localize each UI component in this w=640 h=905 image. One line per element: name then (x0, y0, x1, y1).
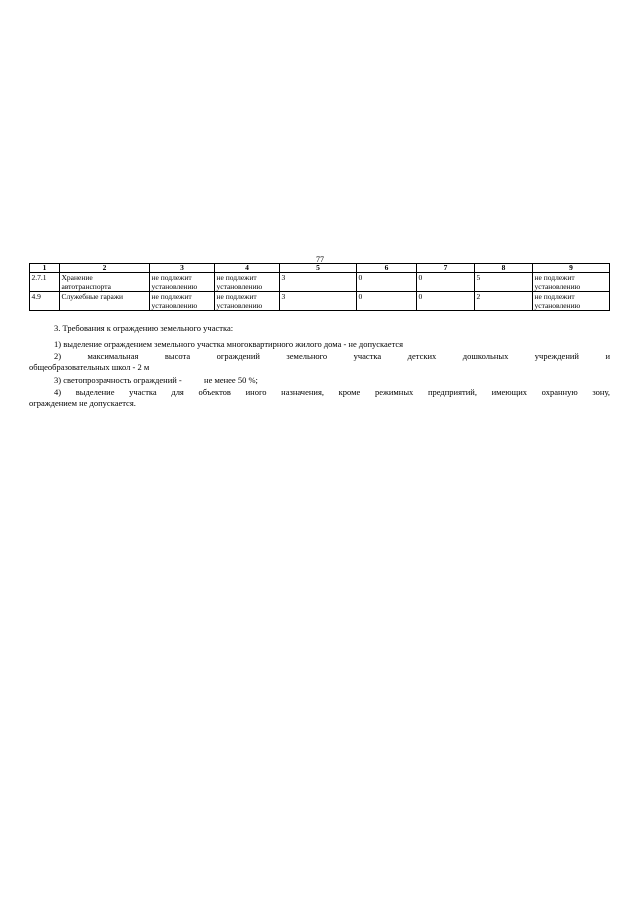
requirement-item-2-line-2: общеобразовательных школ - 2 м (29, 362, 150, 372)
cell-line: не подлежит (216, 292, 257, 301)
column-header: 1 (30, 264, 60, 273)
cell-line: не подлежит (534, 273, 575, 282)
column-header: 7 (417, 264, 475, 273)
table-cell (60, 273, 150, 292)
cell-line: автотранспорта (61, 282, 111, 291)
cell-line: не подлежит (534, 292, 575, 301)
cell-line: установлению (216, 301, 263, 310)
table-cell: 0 (357, 292, 417, 311)
column-header: 4 (215, 264, 280, 273)
page-number: 77 (316, 255, 324, 264)
table-cell: 2.7.1 (30, 273, 60, 292)
table-cell (150, 273, 215, 292)
table-cell (215, 273, 280, 292)
cell-line: установлению (151, 282, 198, 291)
table-cell: 5 (475, 273, 533, 292)
column-header: 5 (280, 264, 357, 273)
table-row (30, 292, 610, 311)
requirement-item-3-label: 3) светопрозрачность ограждений - (54, 375, 182, 385)
table-header-row (30, 264, 610, 273)
table-cell: 0 (357, 273, 417, 292)
column-header: 8 (475, 264, 533, 273)
cell-line: установлению (216, 282, 263, 291)
cell-line: не подлежит (151, 292, 192, 301)
table-cell: 2 (475, 292, 533, 311)
cell-line: установлению (151, 301, 198, 310)
table-cell: 0 (417, 292, 475, 311)
requirement-item-3 (54, 375, 610, 386)
table-cell: 3 (280, 292, 357, 311)
regulations-table (29, 263, 610, 311)
requirement-item-4-line-2: ограждением не допускается. (29, 398, 136, 408)
requirement-item-3-value: не менее 50 %; (204, 375, 258, 385)
column-header: 3 (150, 264, 215, 273)
column-header: 9 (533, 264, 610, 273)
cell-line: установлению (534, 301, 581, 310)
column-header: 6 (357, 264, 417, 273)
table-row (30, 273, 610, 292)
table-cell: 0 (417, 273, 475, 292)
cell-line: установлению (534, 282, 581, 291)
cell-line: не подлежит (216, 273, 257, 282)
column-header: 2 (60, 264, 150, 273)
requirement-item-4-line-1: 4) выделение участка для объектов иного назначения, кроме режимных предприятий, имеющих охранную зону, (54, 387, 610, 397)
table-cell (150, 292, 215, 311)
table-cell (533, 292, 610, 311)
cell-line: Служебные гаражи (61, 292, 124, 301)
requirement-item-2-line-1: 2) максимальная высота ограждений земельного участка детских дошкольных учреждений и (54, 351, 610, 361)
section-heading: 3. Требования к ограждению земельного участка: (54, 323, 234, 333)
cell-line: Хранение (61, 273, 93, 282)
table-cell (533, 273, 610, 292)
table-cell (215, 292, 280, 311)
table-cell: 3 (280, 273, 357, 292)
requirement-item-1: 1) выделение ограждением земельного участка многоквартирного жилого дома - не допускается (54, 339, 404, 349)
table-cell: 4.9 (30, 292, 60, 311)
cell-line: не подлежит (151, 273, 192, 282)
table-cell (60, 292, 150, 311)
